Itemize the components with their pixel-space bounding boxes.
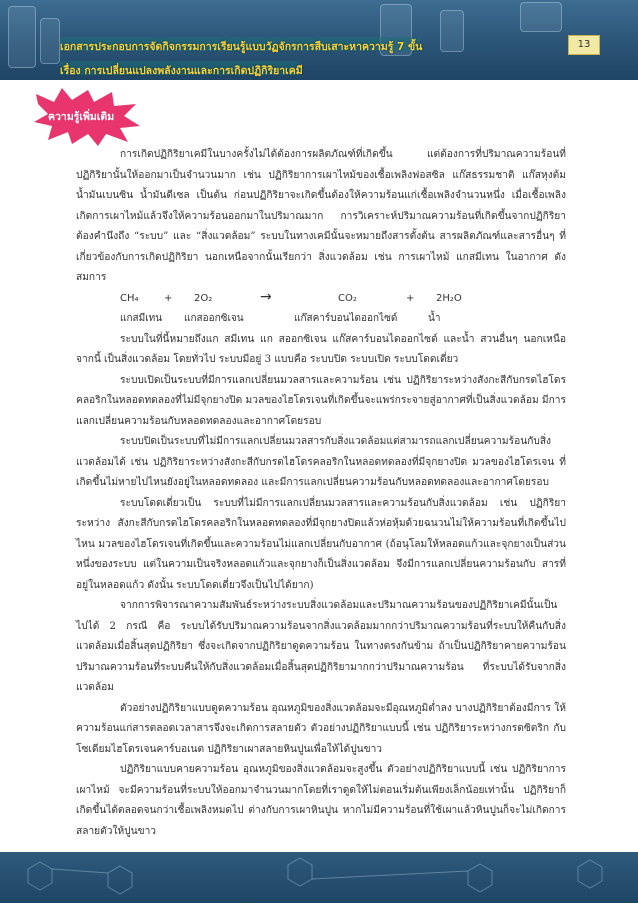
plus-sign: + (406, 292, 415, 304)
paragraph: การเกิดปฏิกิริยาเคมีในบางครั้งไม่ได้ต้องการผลิตภัณฑ์ที่เกิดขึ้น แต่ต้องการที่ปริมาณความร้อนที่ปฏิกิริยานั้นให้ออกมาเป็นจำนวนมาก เช่น ปฏิกิริยาการเผาไหม้ของเชื้อเพลิงฟอสซิล แก๊สธรรมชาติ แก๊สหุงต้ม น้ำมันเบนซิน น้ำมันดีเซล เป็นต้น ก่อนปฏิกิริยาจะเกิดขึ้นต้องให้ความร้อนแก่เชื้อเพลิงจำนวนหนึ่ง เมื่อเชื้อเพลิงเกิดการเผาไหม้แล้วจึงให้ความร้อนออกมาในปริมาณมาก การวิเคราะห์ปริมาณความร้อนที่เกิดขึ้นจากปฏิกิริยาต้องคำนึงถึง “ระบบ” และ “สิ่งแวดล้อม” ระบบในทางเคมีนั้นจะหมายถึงสารตั้งต้น สารผลิตภัณฑ์และสารอื่นๆ ที่เกี่ยวข้องกับการเกิดปฏิกิริยา นอกเหนือจากนั้นเรียกว่า สิ่งแวดล้อม เช่น การเผาไหม้ แกสมีเทน ในอากาศ ดังสมการ (76, 149, 566, 283)
arrow-icon: → (260, 288, 272, 305)
paragraph: ปฏิกิริยาแบบคายความร้อน อุณหภูมิของสิ่งแวดล้อมจะสูงขึ้น ตัวอย่างปฏิกิริยาแบบนี้ เช่น ปฏิกิริยาการเผาไหม้ จะมีความร้อนที่ระบบให้ออกมาจำนวนมากโดยที่เราดูดให้ไม่ตอนเริ่มต้นเพียงเล็กน้อยเท่านั้น ปฏิกิริยาก็เกิดขึ้นได้ตลอดจนกว่าเชื้อเพลิงหมดไป ต่างกับการเผาหินปูน หากไม่มีความร้อนที่ใช้เผาแล้วหินปูนก็จะไม่เกิดการสลายตัวให้ปูนขาว (76, 764, 566, 837)
page-header-banner (0, 0, 638, 80)
document-title: เอกสารประกอบการจัดกิจกรรมการเรียนรู้แบบวัฏจักรการสืบเสาะหาความรู้ 7 ขั้น (60, 41, 423, 53)
paragraph: ระบบในที่นี้หมายถึงแก สมีเทน แก สออกซิเจน แก๊สคาร์บอนไดออกไซด์ และน้ำ สวนอื่นๆ นอกเหนือจากนี้ เป็นสิ่งแวดล้อม โดยทั่วไป ระบบมีอยู่ 3 แบบคือ ระบบปิด ระบบเปิด ระบบโดดเดี่ยว (76, 333, 566, 365)
product-formula: 2H₂O (436, 292, 462, 304)
chemical-equation (76, 289, 566, 330)
molecule-pattern-icon (0, 852, 638, 903)
reactant-formula: 2O₂ (194, 292, 213, 304)
lab-glassware-decoration (520, 2, 562, 32)
paragraph: ตัวอย่างปฏิกิริยาแบบดูดความร้อน อุณหภูมิของสิ่งแวดล้อมจะมีอุณหภูมิต่ำลง บางปฏิกิริยาต้องมีการ ให้ความร้อนแก่สารตลอดเวลาสารจึงจะเกิดการสลายตัว ตัวอย่างปฏิกิริยาแบบนี้ เช่น ปฏิกิริยาระหว่างกรดซิตริก กับโซเดียมไฮโดรเจนคาร์บอเนต ปฏิกิริยาเผาสลายหินปูนเพื่อให้ได้ปูนขาว (76, 702, 566, 755)
paragraph: จากการพิจารณาความสัมพันธ์ระหว่างระบบสิ่งแวดล้อมและปริมาณความร้อนของปฏิกิริยาเคมีนั้นเป็นไปได้ 2 กรณี คือ ระบบได้รับปริมาณความร้อนจากสิ่งแวดล้อมมากกว่าปริมาณความร้อนที่ระบบให้คืนกับสิ่งแวดล้อมเมื่อสิ้นสุดปฏิกิริยา ซึ่งจะเกิดจากปฏิกิริยาดูดความร้อน ในทางตรงกันข้าม ถ้าเป็นปฏิกิริยาคายความร้อน ปริมาณความร้อนที่ระบบคืนให้กับสิ่งแวดล้อมเมื่อสิ้นสุดปฏิกิริยามากกว่าปริมาณความร้อน ที่ระบบได้รับจากสิ่งแวดล้อม (76, 600, 566, 693)
reactant-name: แกสออกซิเจน (184, 312, 244, 324)
reactant-formula: CH₄ (120, 292, 139, 304)
paragraph: ระบบโดดเดี่ยวเป็น ระบบที่ไม่มีการแลกเปลี่ยนมวลสารและความร้อนกับสิ่งแวดล้อม เช่น ปฏิกิริยาระหว่าง สังกะสีกับกรดไฮโดรคลอริกในหลอดทดลองที่มีจุกยางปิดแล้วห่อหุ้มด้วยฉนวนไม่ให้ความร้อนที่เกิดขึ้นไปไหน มวลของไฮโดรเจนที่เกิดขึ้นและความร้อนไม่แลกเปลี่ยนกับอากาศ (ถ้อนุโลมให้หลอดแก้วและจุกยางเป็นส่วนหนึ่งของระบบ แต่ในความเป็นจริงหลอดแก้วและจุกยางก็เป็นสิ่งแวดล้อม จึงมีการแลกเปลี่ยนความร้อนกับ สารที่อยู่ในหลอดแก้ว ดังนั้น ระบบโดดเดี่ยวจึงเป็นไปได้ยาก) (76, 497, 566, 591)
lab-glassware-decoration (440, 10, 464, 52)
section-label: ความรู้เพิ่มเติม (48, 111, 115, 123)
page-number: 13 (568, 35, 600, 55)
paragraph: ระบบปิดเป็นระบบที่ไม่มีการแลกเปลี่ยนมวลสารกับสิ่งแวดล้อมแต่สามารถแลกเปลี่ยนความร้อนกับสิ่งแวดล้อมได้ เช่น ปฏิกิริยาระหว่างสังกะสีกับกรดไฮโดรคลอริกในหลอดทดลองที่มีจุกยางปิด มวลของไฮโดรเจน ที่เกิดขึ้นไม่หายไปไหนยังอยู่ในหลอดทดลอง และมีการแลกเปลี่ยนความร้อนกับหลอดทดลองและอากาศโดยรอบ (76, 436, 566, 488)
main-content (76, 145, 566, 842)
lab-glassware-decoration (8, 6, 36, 68)
product-name: แก๊สคาร์บอนไดออกไซด์ (294, 312, 398, 324)
product-name: น้ำ (428, 312, 441, 324)
plus-sign: + (164, 292, 173, 304)
product-formula: CO₂ (338, 292, 357, 304)
paragraph: ระบบเปิดเป็นระบบที่มีการแลกเปลี่ยนมวลสารและความร้อน เช่น ปฏิกิริยาระหว่างสังกะสีกับกรดไฮโดร คลอริกในหลอดทดลองที่ไม่มีจุกยางปิด มวลของไฮโดรเจนที่เกิดขึ้นจะแพร่กระจายสู่อากาศที่เป็นสิ่งแวดล้อม มีการแลกเปลี่ยนความร้อนกับหลอดทดลองและอากาศโดยรอบ (76, 374, 566, 427)
reactant-name: แกสมีเทน (120, 312, 163, 324)
document-subtitle: เรื่อง การเปลี่ยนแปลงพลังงานและการเกิดปฏิกิริยาเคมี (60, 65, 303, 77)
lab-glassware-decoration (40, 18, 60, 64)
page-footer-banner (0, 852, 638, 903)
